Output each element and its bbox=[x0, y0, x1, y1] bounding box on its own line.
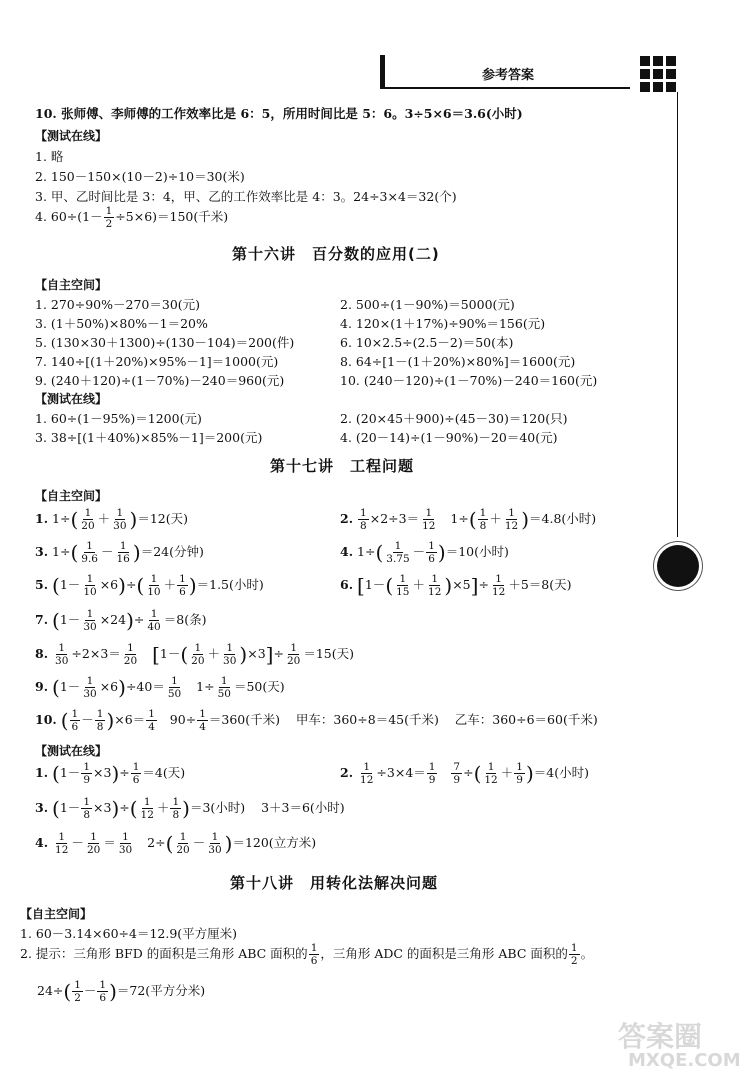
answer-line: 4. 120×(1＋17%)÷90%＝156(元) bbox=[340, 316, 546, 331]
section-heading: 【测试在线】 bbox=[35, 744, 108, 758]
answer-line: 4. (20－14)÷(1－90%)－20＝40(元) bbox=[340, 430, 558, 445]
answer-line: 1. 60－3.14×60÷4＝12.9(平方厘米) bbox=[20, 926, 238, 941]
answer-line: 9. (240＋120)÷(1－70%)－240＝960(元) bbox=[35, 373, 285, 388]
section-heading: 【自主空间】 bbox=[20, 907, 93, 921]
answer-line: 7. 140÷[(1＋20%)×95%－1]＝1000(元) bbox=[35, 354, 279, 369]
formula-line: 3. (1－ $\frac{1}{8}$ ×3)÷( $\frac{1}{12}$ ＋ $\frac{1}{8}$ )＝3(小时) 3＋3＝6(小时) bbox=[35, 796, 345, 821]
formula-line: 2. $\frac{1}{8}$ ×2÷3＝ $\frac{1}{12}$ 1÷( $\frac{1}{8}$ ＋ $\frac{1}{12}$ )＝4.8(小时) bbox=[340, 507, 597, 532]
answer-line: 3. (1＋50%)×80%－1＝20% bbox=[35, 316, 208, 331]
section-heading: 【测试在线】 bbox=[35, 129, 108, 143]
answer-line: 4. 60÷(1－ $\frac{1}{2}$ ÷5×6)＝150(千米) bbox=[35, 205, 229, 230]
watermark-url: MXQE.COM bbox=[628, 1050, 741, 1071]
formula-line: 6. [1－( $\frac{1}{15}$ ＋ $\frac{1}{12}$ )×5]÷ $\frac{1}{12}$ ＋5＝8(天) bbox=[340, 573, 572, 598]
lesson-title: 第十八讲 用转化法解决问题 bbox=[230, 874, 439, 892]
formula-line: 7. (1－ $\frac{1}{30}$ ×24)÷ $\frac{1}{40}$ ＝8(条) bbox=[35, 608, 207, 633]
answer-line: 1. 略 bbox=[35, 149, 64, 164]
section-heading: 【测试在线】 bbox=[35, 392, 108, 406]
formula-line: 4. 1÷( $\frac{1}{3.75}$ － $\frac{1}{6}$ )＝10(小时) bbox=[340, 540, 509, 565]
formula-line: 2. 提示：三角形 BFD 的面积是三角形 ABC 面积的 $\frac{1}{6}$ ，三角形 ADC 的面积是三角形 ABC 面积的 $\frac{1}{2}$ 。 bbox=[20, 942, 594, 967]
formula-line: 8. $\frac{1}{30}$ ÷2×3＝ $\frac{1}{20}$ [1－( $\frac{1}{20}$ ＋ $\frac{1}{30}$ )×3]÷ $\frac{1}{20}$ ＝15(天) bbox=[35, 642, 355, 667]
answer-line: 6. 10×2.5÷(2.5－2)＝50(本) bbox=[340, 335, 514, 350]
formula-line: 1. (1－ $\frac{1}{9}$ ×3)÷ $\frac{1}{6}$ ＝4(天) bbox=[35, 761, 186, 786]
header-grid-icon bbox=[640, 56, 676, 92]
margin-line bbox=[677, 92, 678, 537]
formula-line: 2. $\frac{1}{12}$ ÷3×4＝ $\frac{1}{9}$ $\frac{7}{9}$ ÷( $\frac{1}{12}$ ＋ $\frac{1}{9}$ )＝4(小时) bbox=[340, 761, 589, 786]
formula-line: 1. 1÷( $\frac{1}{20}$ ＋ $\frac{1}{30}$ )＝12(天) bbox=[35, 507, 189, 532]
formula-line: 24÷( $\frac{1}{2}$ － $\frac{1}{6}$ )＝72(平方分米) bbox=[37, 979, 206, 1004]
header-title: 参考答案 bbox=[482, 68, 535, 83]
header-rule bbox=[380, 87, 630, 89]
answer-line: 8. 64÷[1－(1＋20%)×80%]＝1600(元) bbox=[340, 354, 576, 369]
answer-line: 1. 270÷90%－270＝30(元) bbox=[35, 297, 201, 312]
formula-line: 4. $\frac{1}{12}$ － $\frac{1}{20}$ ＝ $\frac{1}{30}$ 2÷( $\frac{1}{20}$ － $\frac{1}{30}$ )＝120(立方米) bbox=[35, 831, 317, 856]
margin-dot-icon bbox=[657, 545, 699, 587]
lesson-title: 第十七讲 工程问题 bbox=[270, 457, 415, 475]
answer-line: 2. 500÷(1－90%)＝5000(元) bbox=[340, 297, 515, 312]
formula-line: 10. ( $\frac{1}{6}$ － $\frac{1}{8}$ )×6＝ $\frac{1}{4}$ 90÷ $\frac{1}{4}$ ＝360(千米) 甲车：360÷8＝45(千米) 乙车：360÷6＝60(千米) bbox=[35, 708, 598, 733]
header-bar bbox=[380, 55, 385, 89]
lesson-title: 第十六讲 百分数的应用(二) bbox=[232, 245, 440, 263]
answer-line: 3. 甲、乙时间比是 3：4，甲、乙的工作效率比是 4：3。24÷3×4＝32(个) bbox=[35, 189, 457, 204]
answer-line: 2. 150－150×(10－2)÷10＝30(米) bbox=[35, 169, 245, 184]
answer-line: 3. 38÷[(1＋40%)×85%－1]＝200(元) bbox=[35, 430, 263, 445]
watermark-logo: 答案圈 bbox=[618, 1020, 703, 1053]
section-heading: 【自主空间】 bbox=[35, 489, 108, 503]
answer-line: 2. (20×45＋900)÷(45－30)＝120(只) bbox=[340, 411, 568, 426]
section-heading: 【自主空间】 bbox=[35, 278, 108, 292]
answer-line: 5. (130×30＋1300)÷(130－104)＝200(件) bbox=[35, 335, 295, 350]
answer-line: 10. (240－120)÷(1－70%)－240＝160(元) bbox=[340, 373, 598, 388]
answer-line: 10. 张师傅、李师傅的工作效率比是 6：5，所用时间比是 5：6。3÷5×6＝3.6(小时) bbox=[35, 106, 523, 121]
formula-line: 5. (1－ $\frac{1}{10}$ ×6)÷( $\frac{1}{10}$ ＋ $\frac{1}{6}$ )＝1.5(小时) bbox=[35, 573, 264, 598]
formula-line: 3. 1÷( $\frac{1}{9.6}$ － $\frac{1}{16}$ )＝24(分钟) bbox=[35, 540, 204, 565]
formula-line: 9. (1－ $\frac{1}{30}$ ×6)÷40＝ $\frac{1}{50}$ 1÷ $\frac{1}{50}$ ＝50(天) bbox=[35, 675, 285, 700]
answer-line: 1. 60÷(1－95%)＝1200(元) bbox=[35, 411, 202, 426]
